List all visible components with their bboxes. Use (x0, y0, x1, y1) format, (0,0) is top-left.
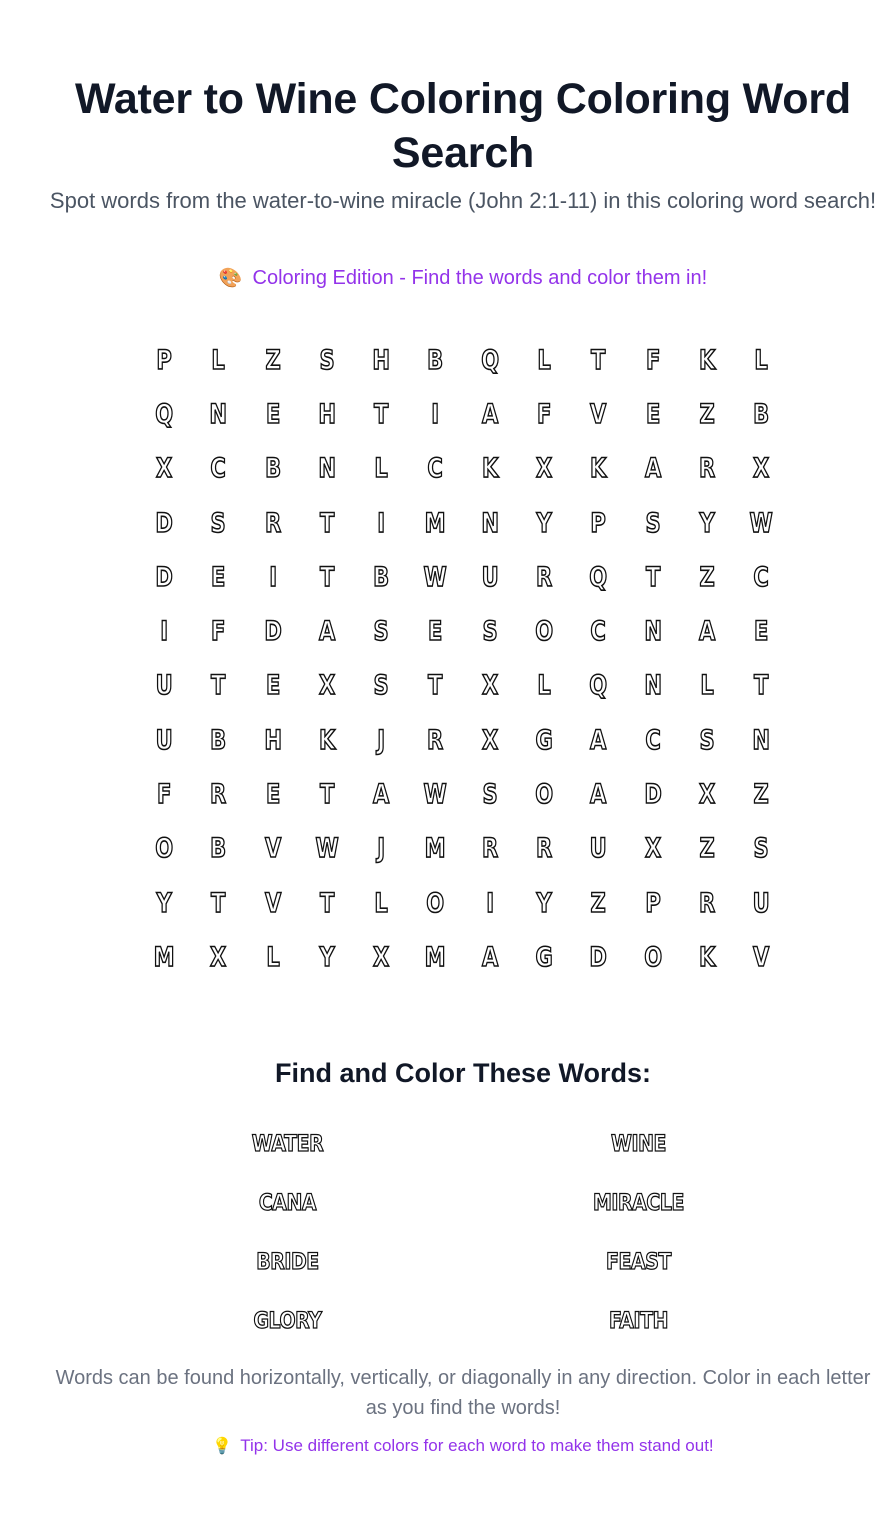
grid-cell[interactable]: H (318, 398, 336, 430)
grid-cell[interactable]: L (266, 941, 280, 973)
grid-cell[interactable]: X (373, 941, 390, 973)
tip-banner (40, 1432, 880, 1461)
grid-cell[interactable]: I (160, 616, 169, 648)
grid-cell[interactable]: P (645, 887, 661, 919)
word-list-item: WINE (611, 1132, 666, 1157)
grid-cell[interactable]: S (699, 724, 715, 756)
grid-cell[interactable]: U (752, 887, 770, 919)
edition-banner (40, 263, 880, 294)
grid-cell[interactable]: E (265, 670, 280, 702)
grid-cell[interactable]: Q (155, 398, 174, 430)
grid-cell[interactable]: G (535, 941, 553, 973)
grid-cell[interactable]: A (373, 779, 390, 811)
grid-cell[interactable]: M (425, 941, 447, 973)
grid-cell[interactable]: X (481, 724, 499, 756)
grid-cell[interactable]: B (210, 724, 227, 756)
grid-cell[interactable]: C (427, 453, 444, 485)
word-list-item: WATER (251, 1132, 324, 1157)
grid-cell[interactable]: L (700, 670, 714, 702)
grid-cell[interactable]: I (431, 398, 440, 430)
grid-cell[interactable]: X (318, 670, 336, 702)
grid-cell[interactable]: O (535, 779, 554, 811)
grid-cell[interactable]: A (644, 453, 661, 485)
grid-cell[interactable]: I (486, 887, 494, 919)
grid-cell[interactable]: D (644, 779, 662, 811)
grid-cell[interactable]: L (374, 887, 389, 919)
grid-cell[interactable]: H (372, 344, 391, 376)
grid-cell[interactable]: O (155, 833, 174, 865)
grid-cell[interactable]: Z (590, 887, 607, 919)
word-list-item: CANA (258, 1191, 317, 1216)
page-title: Water to Wine Coloring Coloring Word Search (75, 75, 851, 177)
grid-cell[interactable]: S (482, 779, 498, 811)
grid-cell[interactable]: V (590, 398, 607, 430)
grid-cell[interactable]: X (536, 453, 553, 485)
grid-cell[interactable]: R (264, 507, 281, 539)
grid-cell[interactable]: N (318, 453, 336, 485)
grid-cell[interactable]: O (426, 887, 445, 919)
grid-cell[interactable]: Z (699, 398, 715, 430)
grid-cell[interactable]: N (644, 616, 662, 648)
grid-cell[interactable]: G (535, 724, 553, 756)
grid-cell[interactable]: V (753, 941, 770, 973)
grid-cell[interactable]: D (155, 507, 173, 539)
grid-cell[interactable]: Y (156, 887, 172, 919)
word-list-item: MIRACLE (593, 1191, 684, 1216)
grid-cell[interactable]: X (481, 670, 499, 702)
grid-cell[interactable]: Q (480, 344, 499, 376)
grid-cell[interactable]: C (210, 453, 227, 485)
grid-cell[interactable]: D (263, 616, 282, 648)
grid-cell[interactable]: M (425, 507, 447, 539)
grid-cell[interactable]: A (318, 616, 336, 648)
grid-cell[interactable]: T (374, 398, 389, 430)
grid-cell[interactable]: B (753, 398, 770, 430)
grid-cell[interactable]: E (265, 398, 280, 430)
grid-cell[interactable]: J (377, 724, 386, 756)
grid-cell[interactable]: X (644, 833, 661, 865)
grid-cell[interactable]: T (754, 670, 769, 702)
grid-cell[interactable]: L (537, 670, 551, 702)
grid-cell[interactable]: F (537, 398, 552, 430)
grid-cell[interactable]: S (373, 670, 389, 702)
grid-cell[interactable]: F (156, 779, 172, 811)
grid-cell[interactable]: E (645, 398, 661, 430)
tip-text: Tip: Use different colors for each word to make them stand out! (240, 1436, 714, 1455)
grid-cell[interactable]: W (749, 507, 774, 539)
grid-cell[interactable]: R (699, 453, 716, 485)
grid-cell[interactable]: T (319, 561, 335, 593)
grid-cell[interactable]: L (754, 344, 769, 376)
grid-cell[interactable]: R (481, 833, 499, 865)
word-list (112, 1115, 814, 1351)
grid-cell[interactable]: P (156, 344, 172, 376)
grid-cell[interactable]: Y (699, 507, 715, 539)
word-list-item: FAITH (608, 1309, 669, 1334)
grid-cell[interactable]: Y (319, 941, 335, 973)
grid-cell[interactable]: F (211, 616, 226, 648)
grid-cell[interactable]: O (535, 616, 554, 648)
grid-cell[interactable]: R (536, 561, 553, 593)
grid-cell[interactable]: S (753, 833, 770, 865)
grid-cell[interactable]: A (481, 398, 499, 430)
grid-cell[interactable]: L (537, 344, 551, 376)
grid-cell[interactable]: Z (699, 561, 715, 593)
grid-cell[interactable]: R (210, 779, 227, 811)
grid-cell[interactable]: M (425, 833, 447, 865)
grid-cell[interactable]: Q (589, 670, 608, 702)
grid-cell[interactable]: M (153, 941, 175, 973)
instructions-text: Words can be found horizontally, vertically, or diagonally in any direction. Color in each letter as you find the words! (55, 1367, 871, 1419)
grid-cell[interactable]: L (211, 344, 226, 376)
word-list-item: BRIDE (256, 1250, 319, 1275)
grid-cell[interactable]: U (155, 724, 173, 756)
grid-cell[interactable]: R (699, 887, 716, 919)
grid-cell[interactable]: R (536, 833, 553, 865)
grid-cell[interactable]: C (590, 616, 607, 648)
grid-cell[interactable]: B (210, 833, 227, 865)
grid-cell[interactable]: Z (265, 344, 281, 376)
grid-cell[interactable]: X (698, 779, 716, 811)
grid-cell[interactable]: T (645, 561, 661, 593)
grid-cell[interactable]: U (589, 833, 608, 865)
grid-cell[interactable]: J (377, 833, 386, 865)
word-search-grid (137, 333, 789, 985)
grid-cell[interactable]: U (155, 670, 173, 702)
grid-cell[interactable]: S (482, 616, 498, 648)
word-list-item: GLORY (253, 1309, 322, 1334)
grid-cell[interactable]: T (319, 887, 335, 919)
grid-cell[interactable]: Z (753, 779, 770, 811)
grid-cell[interactable]: W (424, 779, 448, 811)
grid-cell[interactable]: K (698, 344, 716, 376)
grid-cell[interactable]: S (373, 616, 389, 648)
grid-cell[interactable]: E (265, 779, 280, 811)
grid-cell[interactable]: K (318, 724, 336, 756)
grid-cell[interactable]: Q (589, 561, 608, 593)
grid-cell[interactable]: I (268, 561, 277, 593)
grid-cell[interactable]: D (155, 561, 173, 593)
grid-cell[interactable]: A (698, 616, 716, 648)
grid-cell[interactable]: O (643, 941, 662, 973)
grid-cell[interactable]: T (428, 670, 443, 702)
grid-cell[interactable]: K (698, 941, 716, 973)
grid-cell[interactable]: N (644, 670, 662, 702)
grid-cell[interactable]: T (319, 779, 335, 811)
grid-cell[interactable]: D (589, 941, 608, 973)
grid-cell[interactable]: S (210, 507, 227, 539)
grid-cell[interactable]: I (377, 507, 386, 539)
grid-cell[interactable]: E (754, 616, 769, 648)
grid-cell[interactable]: C (753, 561, 770, 593)
grid-cell[interactable]: T (319, 507, 335, 539)
grid-cell[interactable]: A (590, 779, 607, 811)
grid-cell[interactable]: R (427, 724, 444, 756)
lightbulb-icon: 💡 (212, 1438, 233, 1455)
grid-cell[interactable]: V (264, 887, 281, 919)
grid-cell[interactable]: L (374, 453, 389, 485)
grid-cell[interactable]: K (481, 453, 499, 485)
grid-cell[interactable]: E (211, 561, 226, 593)
word-list-item: FEAST (606, 1250, 671, 1275)
grid-cell[interactable]: N (209, 398, 228, 430)
grid-cell[interactable]: N (752, 724, 771, 756)
grid-cell[interactable]: T (211, 887, 226, 919)
grid-cell[interactable]: W (315, 833, 339, 865)
grid-cell[interactable]: C (645, 724, 661, 756)
page-subtitle: Spot words from the water-to-wine miracle (John 2:1-11) in this coloring word search! (49, 188, 877, 213)
grid-cell[interactable]: Z (699, 833, 715, 865)
grid-cell[interactable]: X (156, 453, 173, 485)
grid-cell[interactable]: E (428, 616, 443, 648)
grid-cell[interactable]: A (590, 724, 607, 756)
grid-cell[interactable]: K (590, 453, 607, 485)
grid-cell[interactable]: H (263, 724, 282, 756)
grid-cell[interactable]: B (264, 453, 281, 485)
grid-cell[interactable]: T (591, 344, 606, 376)
word-list-heading: Find and Color These Words: (274, 1058, 651, 1088)
grid-cell[interactable]: W (424, 561, 448, 593)
grid-cell[interactable]: N (481, 507, 499, 539)
edition-text: Coloring Edition - Find the words and color them in! (252, 267, 708, 289)
grid-cell[interactable]: Y (536, 507, 552, 539)
palette-icon: 🎨 (218, 268, 243, 289)
grid-cell[interactable]: A (481, 941, 499, 973)
grid-cell[interactable]: T (211, 670, 226, 702)
grid-cell[interactable]: F (645, 344, 661, 376)
grid-cell[interactable]: S (645, 507, 661, 539)
grid-cell[interactable]: X (210, 941, 227, 973)
grid-cell[interactable]: V (264, 833, 281, 865)
grid-cell[interactable]: X (753, 453, 770, 485)
grid-cell[interactable]: S (319, 344, 335, 376)
grid-cell[interactable]: Y (536, 887, 552, 919)
grid-cell[interactable]: P (590, 507, 607, 539)
grid-cell[interactable]: U (481, 561, 499, 593)
grid-cell[interactable]: B (373, 561, 390, 593)
grid-cell[interactable]: B (427, 344, 444, 376)
